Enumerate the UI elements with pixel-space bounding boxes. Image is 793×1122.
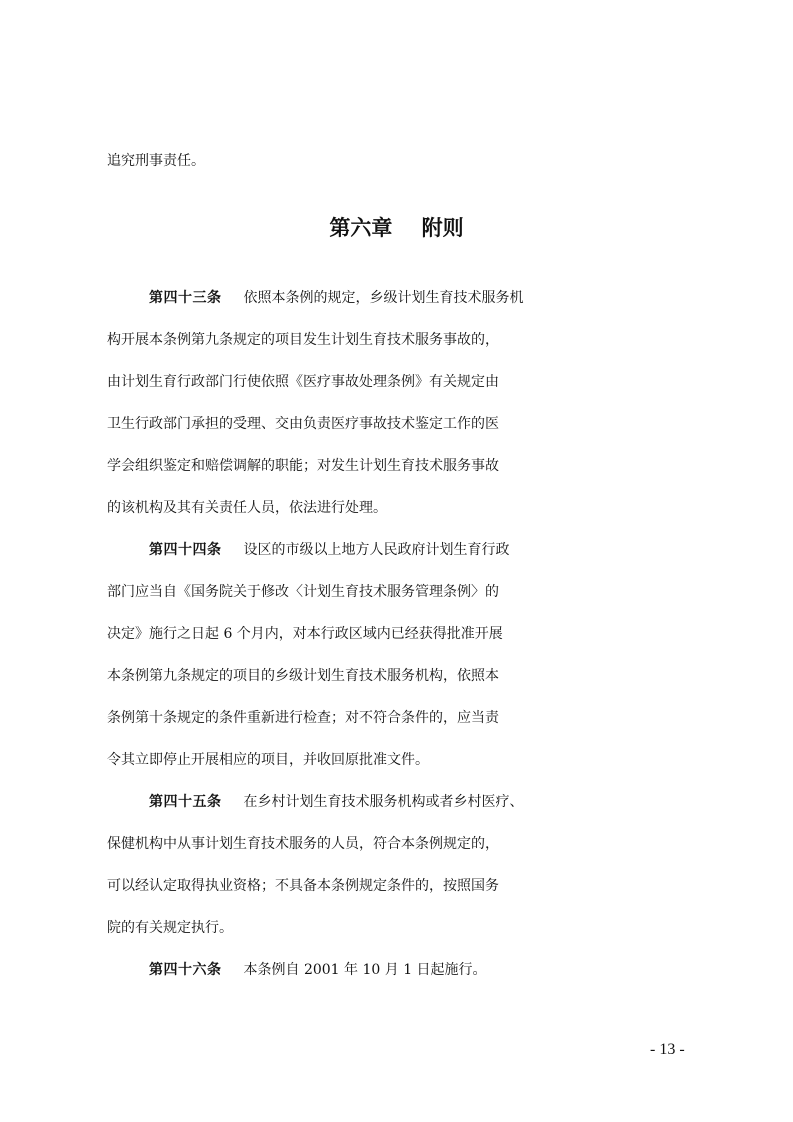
article-43-line: 卫生行政部门承担的受理、交由负责医疗事故技术鉴定工作的医	[107, 416, 499, 432]
article-45-first-line	[149, 788, 729, 816]
article-43-line: 构开展本条例第九条规定的项目发生计划生育技术服务事故的，	[107, 332, 499, 348]
chapter-title: 第六章 附则	[329, 216, 464, 240]
article-44-text: 设区的市级以上地方人民政府计划生育行政	[243, 542, 510, 558]
article-44-first-line	[149, 536, 729, 564]
article-44-line: 决定》施行之日起 6 个月内，对本行政区域内已经获得批准开展	[107, 626, 503, 642]
article-44-line: 本条例第九条规定的项目的乡级计划生育技术服务机构，依照本	[107, 668, 499, 684]
article-46-first-line	[149, 956, 729, 984]
article-44-line: 令其立即停止开展相应的项目，并收回原批准文件。	[107, 752, 429, 768]
article-44-line: 部门应当自《国务院关于修改〈计划生育技术服务管理条例〉的	[107, 584, 499, 600]
article-45-line: 保健机构中从事计划生育技术服务的人员，符合本条例规定的，	[107, 836, 499, 852]
article-45-line: 可以经认定取得执业资格；不具备本条例规定条件的，按照国务	[107, 878, 499, 894]
article-43-heading: 第四十三条	[149, 290, 222, 306]
article-45-text: 在乡村计划生育技术服务机构或者乡村医疗、	[243, 794, 524, 810]
article-43-line: 的该机构及其有关责任人员，依法进行处理。	[107, 500, 387, 516]
article-44-line: 条例第十条规定的条件重新进行检查；对不符合条件的，应当责	[107, 710, 499, 726]
article-45-line: 院的有关规定执行。	[107, 920, 233, 936]
article-43-line: 学会组织鉴定和赔偿调解的职能；对发生计划生育技术服务事故	[107, 458, 499, 474]
article-46-text: 本条例自 2001 年 10 月 1 日起施行。	[243, 962, 487, 978]
article-43-text: 依照本条例的规定，乡级计划生育技术服务机	[243, 290, 524, 306]
article-43-first-line	[149, 284, 729, 312]
article-43-line: 由计划生育行政部门行使依照《医疗事故处理条例》有关规定由	[107, 374, 499, 390]
article-44-heading: 第四十四条	[149, 542, 222, 558]
article-46-heading: 第四十六条	[149, 962, 222, 978]
continuation-text: 追究刑事责任。	[107, 153, 205, 169]
page-number: - 13 -	[650, 1041, 685, 1058]
article-45-heading: 第四十五条	[149, 794, 222, 810]
